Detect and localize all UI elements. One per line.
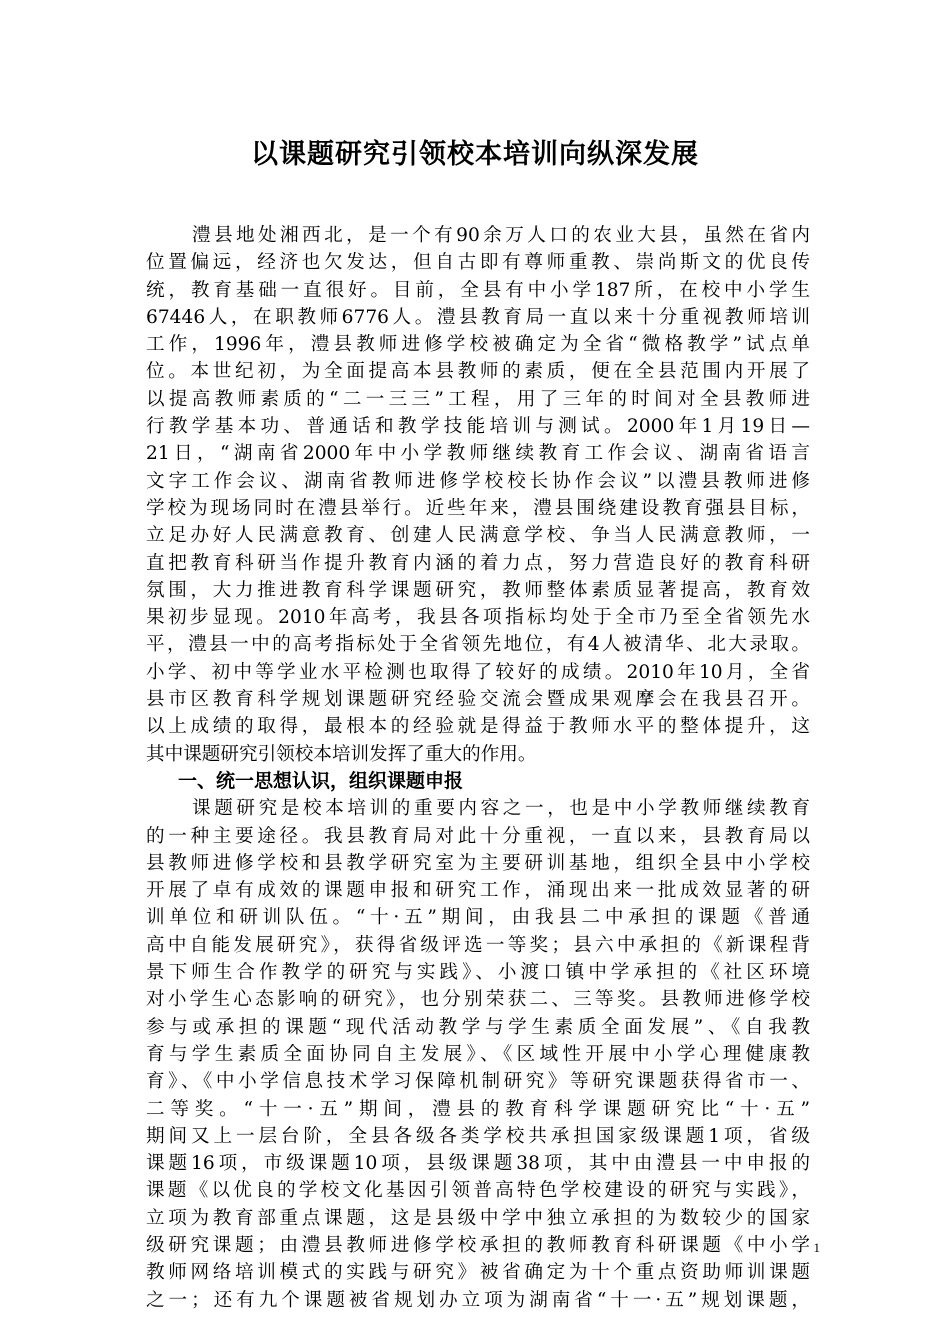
text-line: 期间又上一层台阶，全县各级各类学校共承担国家级课题1项，省级: [146, 1125, 810, 1147]
text-line: 统，教育基础一直很好。目前，全县有中小学187所，在校中小学生: [146, 279, 810, 301]
text-line: 级研究课题；由澧县教师进修学校承担的教师教育科研课题《中小学: [146, 1234, 810, 1256]
text-line: 67446人，在职教师6776人。澧县教育局一直以来十分重视教师培训: [146, 306, 810, 328]
text-line: 课题研究是校本培训的重要内容之一，也是中小学教师继续教育: [192, 798, 810, 820]
text-line: 位置偏远，经济也欠发达，但自古即有尊师重教、崇尚斯文的优良传: [146, 252, 810, 274]
text-line: 澧县地处湘西北，是一个有90余万人口的农业大县，虽然在省内: [192, 225, 810, 246]
text-line: 课题《以优良的学校文化基因引领普高特色学校建设的研究与实践》，: [146, 1180, 810, 1202]
text-line: 对小学生心态影响的研究》，也分别荣获二、三等奖。县教师进修学校: [146, 989, 810, 1011]
paragraph-2: [146, 795, 810, 1314]
text-line: 立足办好人民满意教育、创建人民满意学校、争当人民满意教师，一: [146, 525, 810, 547]
text-line: 位。本世纪初，为全面提高本县教师的素质，便在全县范围内开展了: [146, 361, 810, 383]
text-line: 立项为教育部重点课题，这是县级中学中独立承担的为数较少的国家: [146, 1207, 810, 1229]
text-line: 21日，“湖南省2000年中小学教师继续教育工作会议、湖南省语言: [146, 443, 810, 465]
text-line: 工作，1996年，澧县教师进修学校被确定为全省“微格教学”试点单: [146, 334, 810, 356]
text-line: 之一；还有九个课题被省规划办立项为湖南省“十一·五”规划课题，: [146, 1289, 810, 1311]
text-line: 果初步显现。2010年高考，我县各项指标均处于全市乃至全省领先水: [146, 607, 810, 629]
text-line: 景下师生合作教学的研究与实践》、小渡口镇中学承担的《社区环境: [146, 962, 810, 984]
text-line: 学校为现场同时在澧县举行。近些年来，澧县围绕建设教育强县目标，: [146, 497, 810, 519]
text-line: 以提高教师素质的“二一三三”工程，用了三年的时间对全县教师进: [146, 388, 810, 410]
text-line: 县市区教育科学规划课题研究经验交流会暨成果观摩会在我县召开。: [146, 689, 810, 711]
text-line: 行教学基本功、普通话和教学技能培训与测试。2000年1月19日—: [146, 416, 810, 438]
text-line: 课题16项，市级课题10项，县级课题38项，其中由澧县一中申报的: [146, 1153, 810, 1175]
text-line: 小学、初中等学业水平检测也取得了较好的成绩。2010年10月，全省: [146, 661, 810, 683]
paragraph-1: [146, 222, 810, 768]
document-title: 以课题研究引领校本培训向纵深发展: [251, 139, 699, 170]
text-line: 其中课题研究引领校本培训发挥了重大的作用。: [146, 743, 537, 765]
text-line: 直把教育科研当作提升教育内涵的着力点，努力营造良好的教育科研: [146, 552, 810, 574]
text-line: 开展了卓有成效的课题申报和研究工作，涌现出来一批成效显著的研: [146, 880, 810, 902]
text-line: 平，澧县一中的高考指标处于全省领先地位，有4人被清华、北大录取。: [146, 634, 810, 656]
text-line: 的一种主要途径。我县教育局对此十分重视，一直以来，县教育局以: [146, 825, 810, 847]
text-line: 二等奖。“十一·五”期间，澧县的教育科学课题研究比“十·五”: [146, 1098, 810, 1120]
document-body: [146, 222, 810, 1314]
text-line: 育》、《中小学信息技术学习保障机制研究》等研究课题获得省市一、: [146, 1071, 810, 1093]
text-line: 文字工作会议、湖南省教师进修学校校长协作会议”以澧县教师进修: [146, 470, 810, 492]
text-line: 县教师进修学校和县教学研究室为主要研训基地，组织全县中小学校: [146, 852, 810, 874]
text-line: 教师网络培训模式的实践与研究》被省确定为十个重点资助师训课题: [146, 1262, 810, 1284]
section-heading-1: 一、统一思想认识，组织课题申报: [178, 769, 464, 792]
text-line: 参与或承担的课题“现代活动教学与学生素质全面发展”、《自我教: [146, 1016, 810, 1038]
text-line: 训单位和研训队伍。“十·五”期间，由我县二中承担的课题《普通: [146, 907, 810, 929]
text-line: 高中自能发展研究》，获得省级评选一等奖；县六中承担的《新课程背: [146, 934, 810, 956]
text-line: 以上成绩的取得，最根本的经验就是得益于教师水平的整体提升，这: [146, 716, 810, 738]
page-number: 1: [813, 1240, 820, 1255]
text-line: 育与学生素质全面协同自主发展》、《区域性开展中小学心理健康教: [146, 1043, 810, 1065]
text-line: 氛围，大力推进教育科学课题研究，教师整体素质显著提高，教育效: [146, 579, 810, 601]
